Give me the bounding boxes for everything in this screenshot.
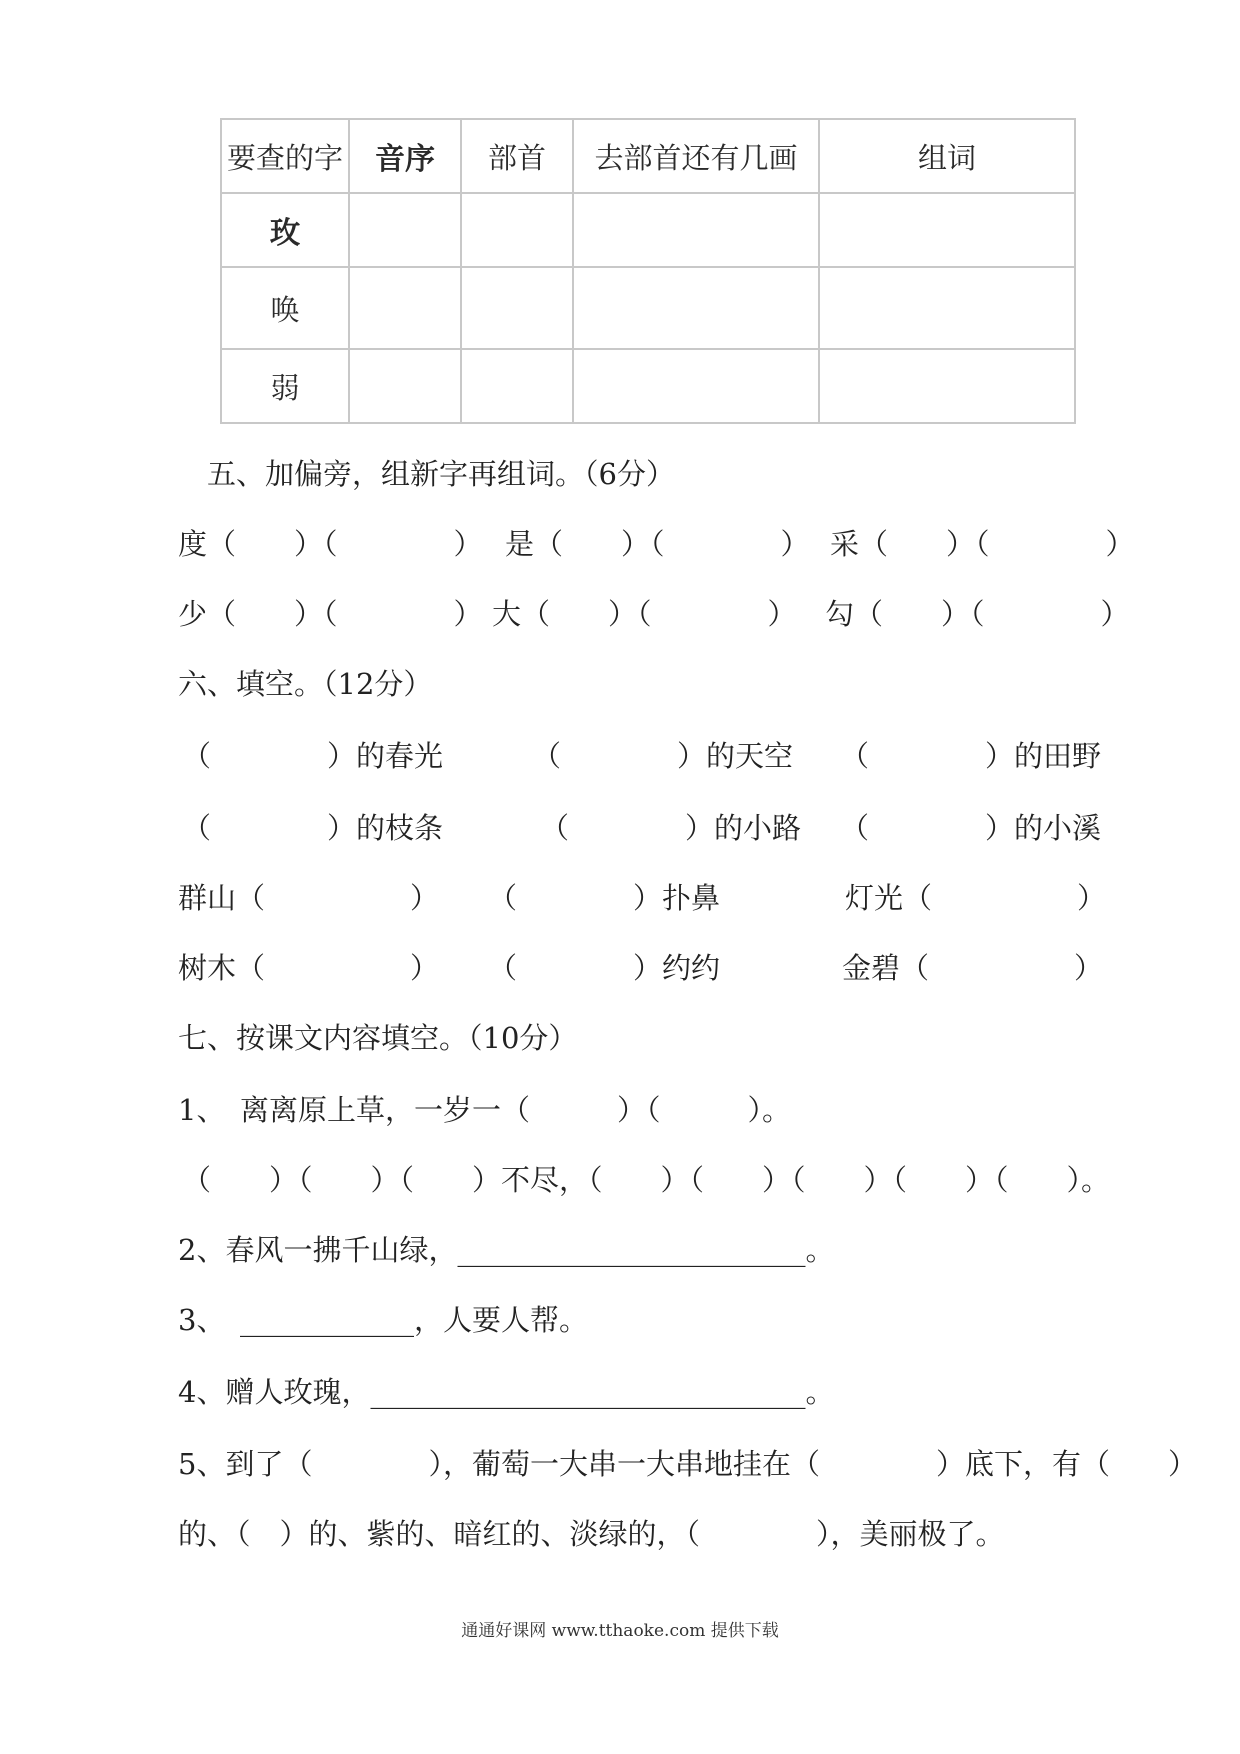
radical-item [492,592,797,633]
radical-item [825,592,1130,633]
header-cell: 组词 [819,119,1075,193]
radical-item [505,522,810,563]
fill-item[interactable]: （ ）的田野 [840,739,1102,773]
answer-cell[interactable] [573,349,819,423]
fill-item[interactable]: （ ）的春光 [182,739,444,773]
fill-item[interactable]: 群山（ ） [178,881,440,915]
base-char: 度 [178,527,208,561]
header-cell: 部首 [461,119,573,193]
fill-item[interactable]: （ ）的枝条 [182,811,444,845]
section5-title: 五、加偏旁，组新字再组词。（6分） [207,457,675,491]
table-row [221,267,1075,349]
fill-item[interactable]: （ ）约约 [488,951,721,985]
section6-title: 六、填空。（12分） [178,667,433,701]
answer-slots[interactable]: （ ）（ ） [207,597,483,631]
answer-cell[interactable] [349,349,461,423]
radical-item [178,592,483,633]
table-header-row [221,119,1075,193]
base-char: 大 [492,597,522,631]
question-2[interactable]: 2、春风一拂千山绿，________________________。 [178,1233,835,1267]
answer-slots[interactable]: （ ）（ ） [859,527,1135,561]
fill-item[interactable]: （ ）的小路 [540,811,802,845]
table-row [221,349,1075,423]
answer-cell[interactable] [461,349,573,423]
question-5-line-1[interactable]: 5、到了（ ），葡萄一大串一大串地挂在（ ）底下，有（ ） [178,1447,1197,1481]
answer-cell[interactable] [461,193,573,267]
fill-item[interactable]: （ ）扑鼻 [488,881,721,915]
radical-item [830,522,1135,563]
dictionary-lookup-table [220,118,1076,424]
answer-cell[interactable] [573,193,819,267]
answer-cell[interactable] [819,193,1075,267]
answer-cell[interactable] [461,267,573,349]
base-char: 少 [178,597,208,631]
page-footer: 通通好课网 www.tthaoke.com 提供下载 [461,1621,779,1641]
lookup-char: 弱 [221,349,349,423]
answer-slots[interactable]: （ ）（ ） [521,597,797,631]
section7-title: 七、按课文内容填空。（10分） [178,1021,578,1055]
answer-cell[interactable] [349,267,461,349]
fill-item[interactable]: （ ）的天空 [532,739,794,773]
base-char: 是 [505,527,535,561]
answer-cell[interactable] [819,349,1075,423]
header-cell: 音序 [349,119,461,193]
answer-slots[interactable]: （ ）（ ） [854,597,1130,631]
fill-item[interactable]: 灯光（ ） [845,881,1107,915]
radical-item [178,522,483,563]
answer-cell[interactable] [349,193,461,267]
table-row [221,193,1075,267]
base-char: 采 [830,527,860,561]
answer-slots[interactable]: （ ）（ ） [534,527,810,561]
answer-cell[interactable] [819,267,1075,349]
question-4[interactable]: 4、赠人玫瑰，______________________________。 [178,1375,835,1409]
fill-item[interactable]: （ ）的小溪 [840,811,1102,845]
header-cell: 去部首还有几画 [573,119,819,193]
answer-slots[interactable]: （ ）（ ） [207,527,483,561]
question-3[interactable]: 3、 ____________，人要人帮。 [178,1303,588,1337]
fill-item[interactable]: 树木（ ） [178,951,440,985]
base-char: 勾 [825,597,855,631]
question-1-line-2[interactable]: （ ）（ ）（ ）不尽，（ ）（ ）（ ）（ ）（ ）。 [182,1163,1111,1197]
answer-cell[interactable] [573,267,819,349]
lookup-char: 玫 [221,193,349,267]
header-cell: 要查的字 [221,119,349,193]
lookup-char: 唤 [221,267,349,349]
question-1-line-1[interactable]: 1、 离离原上草，一岁一（ ）（ ）。 [178,1093,791,1127]
question-5-line-2[interactable]: 的、（ ）的、紫的、暗红的、淡绿的，（ ），美丽极了。 [178,1517,1005,1551]
fill-item[interactable]: 金碧（ ） [842,951,1104,985]
